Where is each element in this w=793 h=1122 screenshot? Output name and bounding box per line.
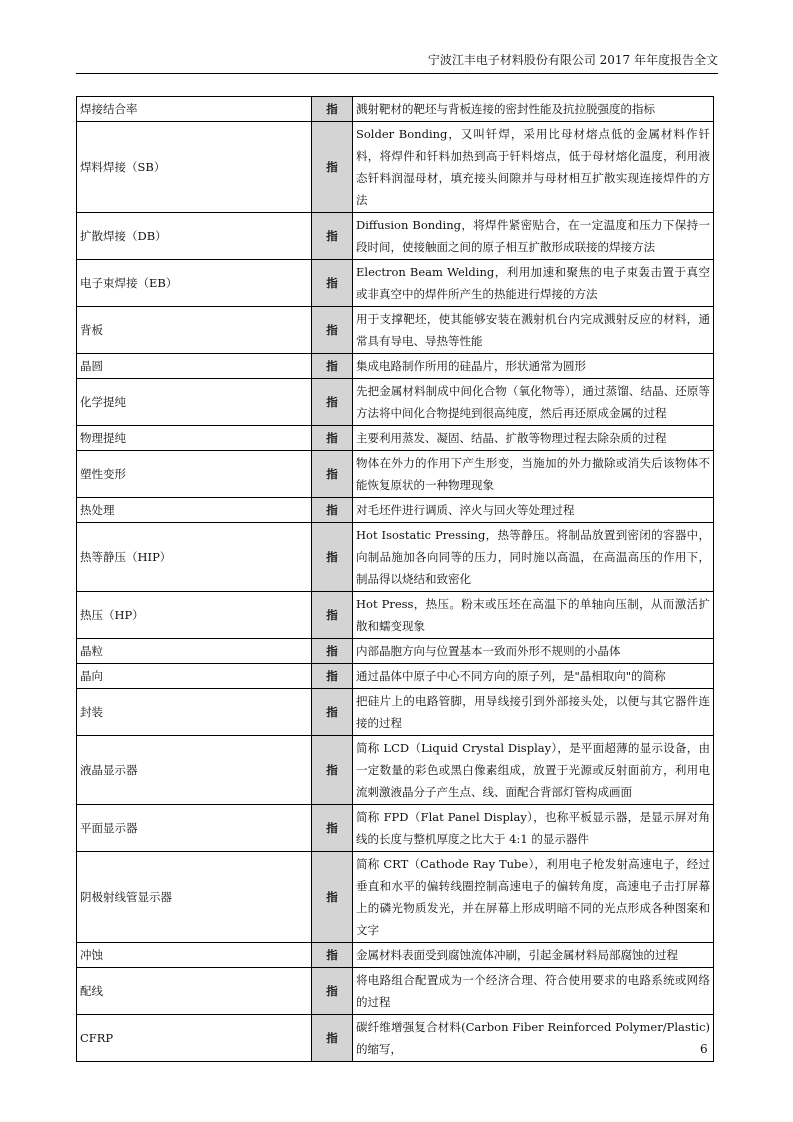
definition-cell: 将电路组合配置成为一个经济合理、符合使用要求的电路系统或网络的过程 (353, 968, 714, 1015)
refers-to-cell: 指 (312, 968, 353, 1015)
table-row (77, 689, 714, 736)
definition-cell: Hot Isostatic Pressing，热等静压。将制品放置到密闭的容器中，向制品施加各向同等的压力，同时施以高温，在高温高压的作用下，制品得以烧结和致密化 (353, 523, 714, 592)
term-cell: 晶圆 (77, 354, 312, 379)
glossary-table (76, 96, 714, 1062)
refers-to-cell: 指 (312, 260, 353, 307)
refers-to-cell: 指 (312, 213, 353, 260)
refers-to-cell: 指 (312, 852, 353, 943)
refers-to-cell: 指 (312, 379, 353, 426)
term-cell: 塑性变形 (77, 451, 312, 498)
definition-cell: Hot Press，热压。粉末或压坯在高温下的单轴向压制，从而激活扩散和蠕变现象 (353, 592, 714, 639)
term-cell: 电子束焊接（EB） (77, 260, 312, 307)
definition-cell: 主要利用蒸发、凝固、结晶、扩散等物理过程去除杂质的过程 (353, 426, 714, 451)
table-row (77, 736, 714, 805)
refers-to-cell: 指 (312, 689, 353, 736)
definition-cell: Electron Beam Welding，利用加速和聚焦的电子束轰击置于真空或非真空中的焊件所产生的热能进行焊接的方法 (353, 260, 714, 307)
refers-to-cell: 指 (312, 639, 353, 664)
refers-to-cell: 指 (312, 943, 353, 968)
table-row (77, 805, 714, 852)
refers-to-cell: 指 (312, 736, 353, 805)
table-row (77, 523, 714, 592)
term-cell: 封装 (77, 689, 312, 736)
term-cell: 阴极射线管显示器 (77, 852, 312, 943)
definition-cell: 通过晶体中原子中心不同方向的原子列，是"晶相取向"的简称 (353, 664, 714, 689)
table-row (77, 451, 714, 498)
term-cell: CFRP (77, 1015, 312, 1062)
refers-to-cell: 指 (312, 523, 353, 592)
refers-to-cell: 指 (312, 97, 353, 122)
table-row (77, 307, 714, 354)
table-row (77, 354, 714, 379)
refers-to-cell: 指 (312, 805, 353, 852)
definition-cell: 金属材料表面受到腐蚀流体冲刷，引起金属材料局部腐蚀的过程 (353, 943, 714, 968)
definition-cell: 集成电路制作所用的硅晶片，形状通常为圆形 (353, 354, 714, 379)
table-row (77, 498, 714, 523)
definition-cell: 内部晶胞方向与位置基本一致而外形不规则的小晶体 (353, 639, 714, 664)
table-row (77, 1015, 714, 1062)
term-cell: 平面显示器 (77, 805, 312, 852)
term-cell: 焊料焊接（SB） (77, 122, 312, 213)
term-cell: 化学提纯 (77, 379, 312, 426)
term-cell: 热处理 (77, 498, 312, 523)
definition-cell: 对毛坯件进行调质、淬火与回火等处理过程 (353, 498, 714, 523)
term-cell: 物理提纯 (77, 426, 312, 451)
term-cell: 焊接结合率 (77, 97, 312, 122)
refers-to-cell: 指 (312, 354, 353, 379)
page-number: 6 (700, 1042, 708, 1056)
definition-cell: 用于支撑靶坯，使其能够安装在溅射机台内完成溅射反应的材料，通常具有导电、导热等性能 (353, 307, 714, 354)
definition-cell: Diffusion Bonding，将焊件紧密贴合，在一定温度和压力下保持一段时间，使接触面之间的原子相互扩散形成联接的焊接方法 (353, 213, 714, 260)
refers-to-cell: 指 (312, 122, 353, 213)
table-row (77, 968, 714, 1015)
term-cell: 晶粒 (77, 639, 312, 664)
definition-cell: 简称 LCD（Liquid Crystal Display），是平面超薄的显示设备，由一定数量的彩色或黑白像素组成，放置于光源或反射面前方，利用电流刺激液晶分子产生点、线、面配合背部灯管构成画面 (353, 736, 714, 805)
refers-to-cell: 指 (312, 664, 353, 689)
refers-to-cell: 指 (312, 426, 353, 451)
definition-cell: 碳纤维增强复合材料(Carbon Fiber Reinforced Polymer/Plastic)的缩写， (353, 1015, 714, 1062)
term-cell: 热等静压（HIP） (77, 523, 312, 592)
definition-cell: Solder Bonding，又叫钎焊，采用比母材熔点低的金属材料作钎料，将焊件和钎料加热到高于钎料熔点，低于母材熔化温度，利用液态钎料润湿母材，填充接头间隙并与母材相互扩散实现连接焊件的方法 (353, 122, 714, 213)
table-row (77, 592, 714, 639)
table-row (77, 122, 714, 213)
refers-to-cell: 指 (312, 307, 353, 354)
table-row (77, 379, 714, 426)
table-row (77, 664, 714, 689)
table-row (77, 213, 714, 260)
term-cell: 液晶显示器 (77, 736, 312, 805)
term-cell: 晶向 (77, 664, 312, 689)
term-cell: 扩散焊接（DB） (77, 213, 312, 260)
page-header: 宁波江丰电子材料股份有限公司 2017 年年度报告全文 (427, 53, 718, 67)
definition-cell: 物体在外力的作用下产生形变，当施加的外力撤除或消失后该物体不能恢复原状的一种物理现象 (353, 451, 714, 498)
header-divider (76, 73, 718, 74)
table-row (77, 426, 714, 451)
definition-cell: 溅射靶材的靶坯与背板连接的密封性能及抗拉脱强度的指标 (353, 97, 714, 122)
term-cell: 配线 (77, 968, 312, 1015)
table-row (77, 260, 714, 307)
term-cell: 背板 (77, 307, 312, 354)
definition-cell: 简称 CRT（Cathode Ray Tube），利用电子枪发射高速电子，经过垂直和水平的偏转线圈控制高速电子的偏转角度，高速电子击打屏幕上的磷光物质发光，并在屏幕上形成明暗不同的光点形成各种图案和文字 (353, 852, 714, 943)
refers-to-cell: 指 (312, 498, 353, 523)
table-row (77, 639, 714, 664)
term-cell: 热压（HP） (77, 592, 312, 639)
table-row (77, 97, 714, 122)
glossary-table-body (77, 97, 714, 1062)
table-row (77, 852, 714, 943)
definition-cell: 把硅片上的电路管脚，用导线接引到外部接头处，以便与其它器件连接的过程 (353, 689, 714, 736)
definition-cell: 简称 FPD（Flat Panel Display），也称平板显示器，是显示屏对角线的长度与整机厚度之比大于 4:1 的显示器件 (353, 805, 714, 852)
table-row (77, 943, 714, 968)
definition-cell: 先把金属材料制成中间化合物（氧化物等），通过蒸馏、结晶、还原等方法将中间化合物提纯到很高纯度，然后再还原成金属的过程 (353, 379, 714, 426)
refers-to-cell: 指 (312, 592, 353, 639)
refers-to-cell: 指 (312, 451, 353, 498)
refers-to-cell: 指 (312, 1015, 353, 1062)
term-cell: 冲蚀 (77, 943, 312, 968)
